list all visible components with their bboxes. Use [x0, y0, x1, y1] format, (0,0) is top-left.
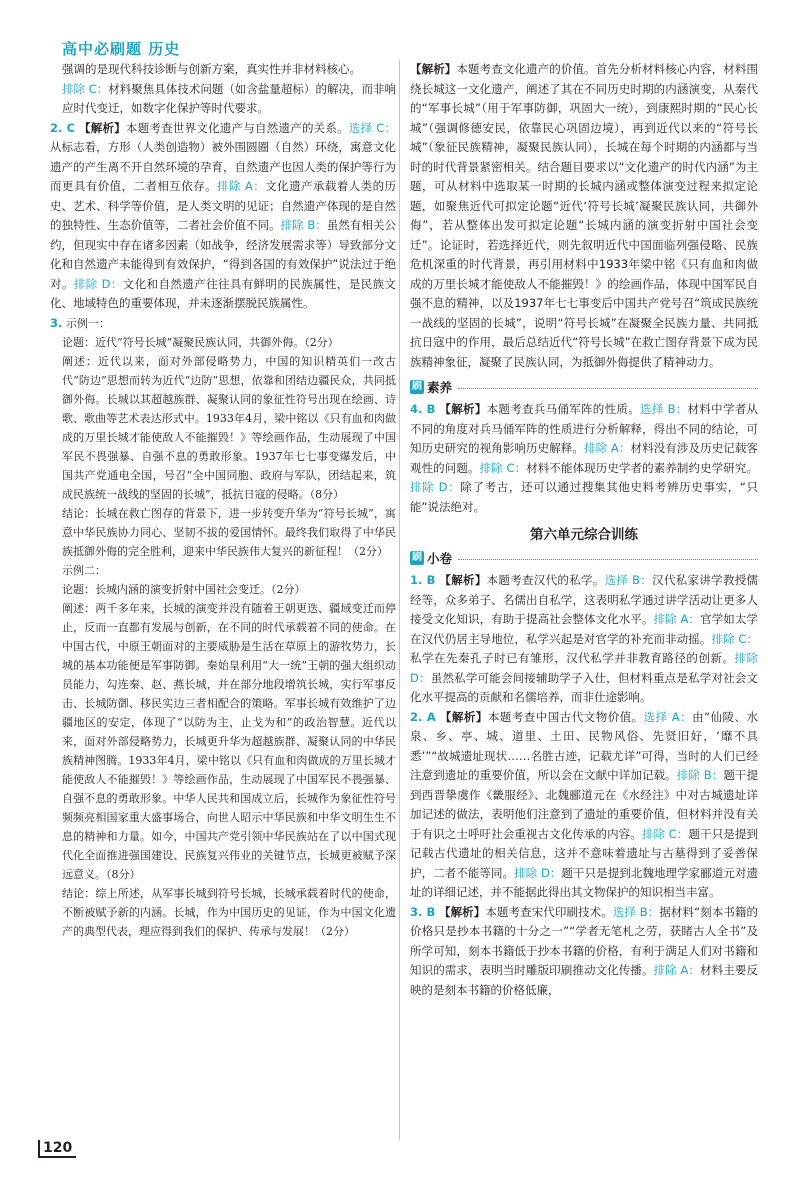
right-column: [410, 60, 758, 1000]
section-header-suyang: [410, 378, 758, 396]
question-number: 2. C: [50, 120, 76, 135]
answer-text: 据材料“刻本书籍的价格只是抄本书籍的十分之一”“学者无笔札之劳，获睹古人全书”及所学可知，刻本书籍低于抄本书籍的价格，有利于满足人们对书籍和知识的需求，表明当时雕版印刷推动文化传播。: [410, 904, 759, 977]
analysis-paragraph: [410, 60, 758, 372]
analysis-tag: 【解析】: [439, 573, 487, 587]
handwritten-paragraph: 论题：近代“符号长城”凝聚民族认同，共御外侮。（2分）: [62, 336, 339, 349]
question-number: 3. B: [410, 904, 436, 919]
analysis-tag: 【解析】: [439, 402, 487, 416]
option-keyword: 排除 D：: [410, 651, 759, 685]
series-title: 高中必刷题 历史: [62, 40, 181, 58]
example-title: 示例一：: [66, 316, 111, 330]
answer-item-2: [50, 119, 396, 314]
column-divider: [399, 60, 400, 1140]
section-badge-icon: 刷: [412, 552, 422, 563]
option-keyword: 排除 D：: [514, 865, 562, 880]
page-number: 120: [38, 1140, 76, 1158]
dotted-rule: [458, 388, 758, 389]
handwritten-paragraph: 论题：长城内涵的演变折射中国社会变迁。（2分）: [62, 583, 306, 596]
option-keyword: 选择 B：: [604, 573, 653, 587]
handwritten-paragraph: 示例二：: [62, 564, 106, 577]
question-number: 1. B: [410, 573, 436, 587]
handwritten-paragraph: 结论：综上所述，从军事长城到符号长城，长城承载着时代的使命，不断被赋予新的内涵。长城，作为中国历史的见证，作为中国文化遗产的典型代表，理应得到我们的保护、传承与发展！（2分）: [62, 887, 396, 938]
answer-text: 材料中学者从不同的角度对兵马俑军阵的性质进行分析解释，得出不同的结论，可知历史研究的视角影响历史解释。: [410, 402, 759, 455]
option-keyword: 选择 A：: [643, 709, 693, 724]
answer-text: 题干只是提到记载古代遗址的相关信息，这并不意味着遗址与古墓得到了妥善保护，二者不能等同。: [410, 826, 758, 880]
handwritten-paragraph: 阐述：近代以来，面对外部侵略势力，中国的知识精英们一改古代“防边”思想而转为近代“边防”思想，依靠和团结边疆民众，共同抵御外侮。长城以其超越族群、凝聚认同的象征性符号出现在绘画、诗歌、歌曲等艺术表达形式中。1933年4月，梁中铭以《只有血和肉做成的万里长城才能使敌人不能摧毁！》等绘画作品，生动展现了中国军民不畏强暴、自强不息的勇敢形象。1937年七七事变爆发后，中国共产党通电全国，号召“全中国同胞、政府与军队，团结起来，筑成民族统一战线的坚固的长城”，抵抗日寇的侵略。（8分）: [62, 355, 396, 501]
option-keyword: 选择 C：: [348, 120, 397, 135]
answer-item-4: [410, 400, 758, 517]
option-keyword: 排除 A：: [583, 441, 631, 455]
question-number: 4. B: [410, 402, 436, 416]
answer-item-2: [410, 708, 758, 903]
analysis-text: 本题考查文化遗产的价值。首先分析材料核心内容，材料围绕长城这一文化遗产，阐述了其在不同历史时期的内涵演变，从秦代的“军事长城”（用于军事防御，巩固大一统），到康熙时期的“民心长城”（强调修德安民，依靠民心巩固边境），再到近代以来的“符号长城”（象征民族精神，凝聚民族认同），长城在每个时期的内涵都与当时的时代背景紧密相关。结合题目要求以“文化遗产的时代内涵”为主题，可从材料中选取某一时期的长城内涵或整体演变过程来拟定论题，如聚焦近代可拟定论题“近代‘符号长城’凝聚民族认同，共御外侮”，若从整体出发可拟定论题“长城内涵的演变折射中国社会变迁”。论证时，若选择近代，则先叙明近代中国面临列强侵略、民族危机深重的时代背景，再引用材料中1933年梁中铭《只有血和肉做成的万里长城才能使敌人不能摧毁！》的绘画作品，体现中国军民自强不息的精神，以及1937年七七事变后中国共产党号召“筑成民族统一战线的坚固的长城”，说明“符号长城”在凝聚全民族力量、共同抵抗日寇中的作用，最后总结近代“符号长城”在救亡图存背景下成为民族精神象征，凝聚了民族认同，为抵御外侮提供了精神动力。: [410, 62, 759, 369]
option-keyword: 排除 D：: [73, 276, 123, 291]
option-keyword: 排除 A：: [653, 612, 701, 626]
option-keyword: 排除 C：: [711, 631, 758, 646]
answer-item-3: [50, 314, 396, 334]
answer-text: 虽然私学可能会间接辅助学子入仕，但材料重点是私学对社会文化水平提高的贡献和名儒培养，而非仕途影响。: [410, 670, 758, 704]
answer-text: 材料没有涉及历史记载客观性的问题。: [410, 441, 759, 475]
answer-text: 汉代私家讲学教授儒经等，众多弟子、名儒出自私学，这表明私学通过讲学活动让更多人接受文化知识，有助于提高社会整体文化水平。: [410, 573, 759, 626]
option-keyword: 排除 B：: [676, 768, 724, 782]
option-keyword: 排除 A：: [653, 963, 701, 977]
paragraph: 强调的是现代科技诊断与创新方案，真实性并非材料核心。: [62, 62, 361, 76]
answer-text: 由“仙陵、水泉、乡、亭、城、道里、土田、民物风俗、先贤旧好，‘靡不具悉’”“故城遗址现状……名胜古迹，记载尤详”可得，当时的人们已经注意到遗址的重要价值，所以会在文献中详加记载。: [410, 709, 759, 782]
option-keyword: 排除 A：: [217, 179, 266, 193]
answer-text: 除了考古，还可以通过搜集其他史料考辨历史事实，“只能”说法绝对。: [410, 480, 758, 514]
answer-text: 材料主要反映的是刻本书籍的价格低廉，: [410, 963, 759, 997]
answer-text: 本题考查汉代的私学。: [486, 573, 605, 587]
answer-item-1: [410, 571, 758, 708]
answer-text: 文化遗产承载着人类的历史、艺术、科学等价值，是人类文明的见证；自然遗产体现的是自然的独特性、生态价值等，二者社会价值不同。: [50, 179, 397, 232]
paragraph-text: 材料聚焦具体技术问题（如含盐量超标）的解决，而非响应时代变迁，如数字化保护等时代要求。: [62, 81, 397, 115]
answer-text: 本题考查兵马俑军阵的性质。: [486, 402, 641, 416]
handwritten-paragraph: 阐述：两千多年来，长城的演变并没有随着王朝更迭、疆域变迁而停止，反而一直都有发展与创新，在不同的时代承载着不同的使命。在中国古代，中原王朝面对的主要威胁是生活在草原上的游牧势力，长城的基本功能便是军事防御。秦始皇利用“大一统”王朝的强大组织动员能力，勾连秦、赵、燕长城，并在部分地段增筑长城，实行军事反击、长城防御、移民实边三者相配合的策略。军事长城有效维护了边疆地区的安定，体现了“以防为主，止戈为和”的政治智慧。近代以来，面对外部侵略势力，长城更升华为超越族群、凝聚认同的中华民族精神图腾。1933年4月，梁中铭以《只有血和肉做成的万里长城才能使敌人不能摧毁！》等绘画作品，生动展现了中国军民不畏强暴、自强不息的勇敢形象。中华人民共和国成立后，长城作为象征性符号频频亮相国家重大盛事场合，向世人昭示中华民族和中华文明生生不息的精神和力量。如今，中国共产党引领中华民族站在了以中国式现代化全面推进强国建设、民族复兴伟业的关键节点，长城更被赋予深远意义。（8分）: [62, 602, 396, 881]
paragraph: [50, 80, 396, 119]
option-keyword: 选择 B：: [612, 904, 660, 919]
option-keyword: 选择 B：: [640, 402, 688, 416]
analysis-tag: 【解析】: [438, 904, 486, 919]
option-keyword: 排除 C：: [62, 81, 109, 96]
section-label: 小卷: [427, 551, 453, 566]
answer-text: 题干只是提到北魏地理学家郦道元对遗址的详细记述，并不能据此得出其文物保护的知识相当丰富。: [410, 865, 759, 899]
answer-text: 题干提到西晋挚虞作《畿服经》、北魏郦道元在《水经注》中对古城遗址详加记述的做法，表明他们注意到了遗址的重要价值，但材料并没有关于有识之士呼吁社会重视古文化传承的内容。: [410, 768, 759, 841]
dotted-rule: [458, 559, 758, 560]
answer-text: 私学在先秦孔子时已有雏形，汉代私学并非教育路径的创新。: [410, 651, 735, 665]
answer-text: 本题考查世界文化遗产与自然遗产的关系。: [125, 120, 349, 135]
analysis-tag: 【解析】: [78, 120, 126, 135]
answer-text: 文化和自然遗产往往具有鲜明的民族属性，是民族文化、地域特色的重要体现，并未逐渐摆脱民族属性。: [50, 276, 397, 310]
option-keyword: 排除 D：: [410, 480, 461, 494]
handwritten-paragraph: 结论：长城在救亡图存的背景下，进一步转变升华为“符号长城”，寓意中华民族协力同心、坚韧不拔的爱国情怀。最终我们取得了中华民族抵御外侮的完全胜利，迎来中华民族伟大复兴的新征程！（2分）: [62, 507, 396, 558]
question-number: 2. A: [410, 709, 436, 724]
option-keyword: 排除 C：: [641, 826, 689, 841]
answer-text: 本题考查宋代印刷技术。: [485, 904, 613, 919]
answer-text: 材料不能体现历史学者的素养制约史学研究。: [526, 460, 758, 475]
section-header-xiaojuan: [410, 549, 758, 567]
answer-text: 虽然有相关公约，但现实中存在诸多因素（如战争，经济发展需求等）导致部分文化和自然遗产未能得到有效保护，“得到各国的有效保护”说法过于绝对。: [50, 218, 397, 291]
analysis-tag: 【解析】: [410, 62, 457, 76]
answer-text: 官学如太学在汉代仍居主导地位，私学兴起是对官学的补充而非动摇。: [410, 612, 759, 646]
answer-text: 本题考查中国古代文物价值。: [487, 709, 644, 724]
section-label: 素养: [427, 380, 453, 395]
section-badge-icon: 刷: [412, 381, 422, 392]
question-number: 3.: [50, 315, 63, 330]
unit-title: 第六单元综合训练: [530, 527, 638, 543]
answer-item-3: [410, 903, 758, 1001]
option-keyword: 排除 B：: [280, 218, 327, 232]
left-column: [50, 60, 396, 941]
analysis-tag: 【解析】: [439, 709, 488, 724]
option-keyword: 排除 C：: [479, 460, 527, 475]
answer-text: 从标志看，方形（人类创造物）被外围圆圈（自然）环绕，寓意文化遗产的产生离不开自然环境的孕育，自然遗产也因人类的保护等行为而更具有价值，二者相互依存。: [50, 140, 396, 193]
